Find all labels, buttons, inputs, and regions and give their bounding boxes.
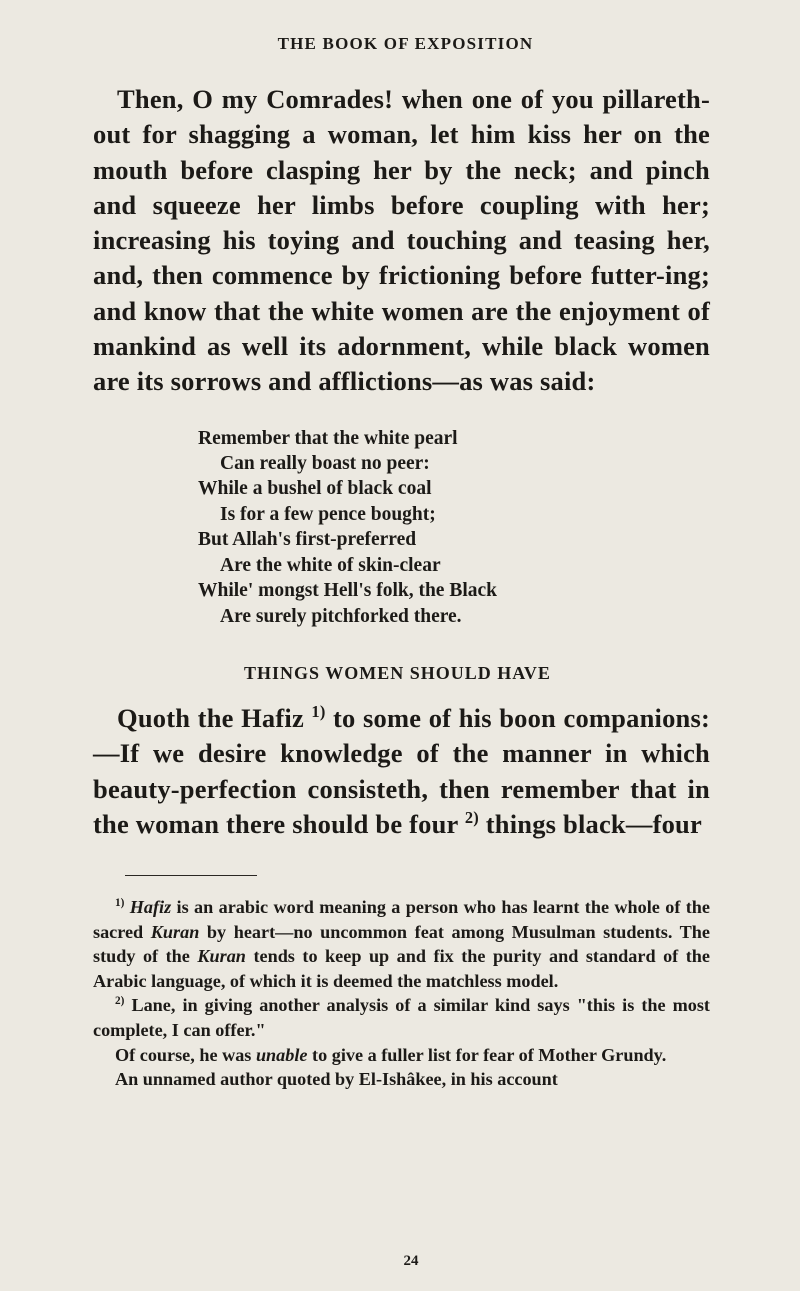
footnote-divider xyxy=(125,875,257,876)
paragraph-2 xyxy=(93,701,710,842)
footnote-1-text-2: by heart—no uncommon feat among Musulman students. The study of the xyxy=(93,921,710,967)
verse-line-7: While' mongst Hell's folk, the Black xyxy=(198,580,498,602)
para2-text-1: Quoth the Hafiz xyxy=(117,702,312,733)
para2-text-3: things black—four xyxy=(478,808,702,839)
footnote-1-kuran-1: Kuran xyxy=(150,921,200,942)
footnote-1-term: Hafiz xyxy=(129,897,172,918)
verse-block xyxy=(198,426,710,629)
footnote-1 xyxy=(93,895,710,993)
section-heading: THINGS WOMEN SHOULD HAVE xyxy=(244,662,551,683)
footnote-1-text-3: tends to keep up and fix the purity and standard of the Arabic language, of which it is deemed the matchless model. xyxy=(93,946,710,991)
footnotes xyxy=(93,895,710,1092)
page-number: 24 xyxy=(403,1253,419,1269)
verse-line-3: While a bushel of black coal xyxy=(198,478,432,500)
verse-line-8: Are surely pitchforked there. xyxy=(220,605,462,627)
main-text xyxy=(93,82,710,400)
footnote-2-continued xyxy=(93,1043,710,1068)
footnote-2-marker: 2) xyxy=(115,995,125,1008)
verse-line-5: But Allah's first-preferred xyxy=(198,529,417,551)
main-text-2 xyxy=(93,701,710,842)
verse-line-2: Can really boast no peer: xyxy=(220,453,430,475)
footnote-1-text-1: is an arabic word meaning a person who has learnt the whole of the sacred xyxy=(93,897,710,942)
footnote-1-kuran-2: Kuran xyxy=(197,946,246,967)
footnote-2-text-3: to give a fuller list for fear of Mother Grundy. xyxy=(307,1044,667,1065)
verse-line-1: Remember that the white pearl xyxy=(198,427,458,449)
footnote-ref-1[interactable]: 1) xyxy=(311,702,326,722)
verse-line-6: Are the white of skin-clear xyxy=(220,554,441,576)
footnote-2-text-2: Of course, he was xyxy=(115,1044,256,1065)
footnote-2 xyxy=(93,993,710,1042)
para2-text-2: to some of his boon companions: —If we desire knowledge of the manner in which beauty-perfection consisteth, then remember that in the woman there should be four xyxy=(93,702,710,839)
running-head: THE BOOK OF EXPOSITION xyxy=(277,34,534,53)
footnote-ref-2[interactable]: 2) xyxy=(464,807,479,827)
footnote-2-unable: unable xyxy=(255,1044,308,1065)
paragraph-1: Then, O my Comrades! when one of you pillareth-out for shagging a woman, let him kiss her on the mouth before clasping her by the neck; and pinch and squeeze her limbs before coupling with her; increasing his toying and touching and teasing her, and, then commence by frictioning before futter-ing; and know that the white women are the enjoyment of mankind as well its adornment, while black women are its sorrows and afflictions—as was said: xyxy=(93,84,710,397)
footnote-1-marker: 1) xyxy=(115,897,125,910)
verse-line-4: Is for a few pence bought; xyxy=(220,503,436,525)
footnote-2-text-1: Lane, in giving another analysis of a similar kind says "this is the most complete, I can offer." xyxy=(93,995,710,1041)
footnote-2-final: An unnamed author quoted by El-Ishâkee, in his account xyxy=(115,1069,558,1090)
